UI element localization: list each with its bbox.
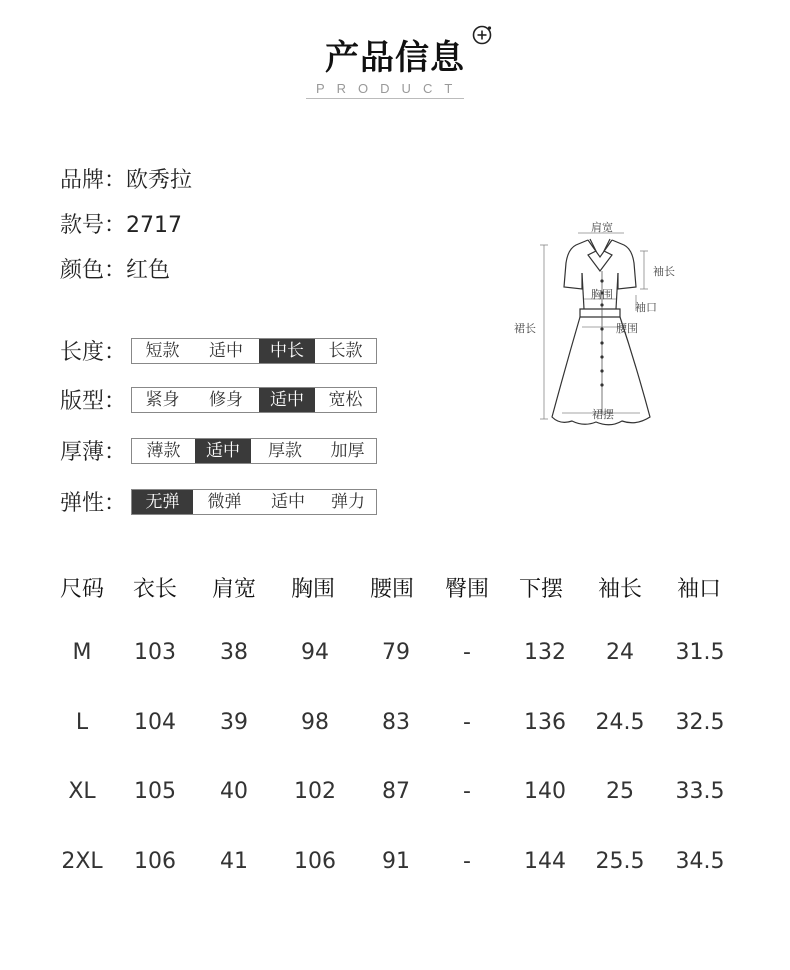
table-cell: 106 — [294, 849, 336, 874]
option-scale — [131, 338, 377, 364]
table-cell: 94 — [301, 640, 329, 665]
table-cell: 91 — [382, 849, 410, 874]
diagram-label-sleeve-length: 袖长 — [653, 265, 675, 278]
table-cell: 83 — [382, 710, 410, 735]
table-header-cell: 衣长 — [132, 577, 177, 602]
subtitle-underline — [306, 98, 464, 99]
dress-measurement-diagram — [500, 215, 690, 435]
table-cell: XL — [68, 779, 96, 804]
option-choice-selected: 中长 — [259, 339, 315, 363]
table-cell: 132 — [524, 640, 566, 665]
table-header-cell: 袖长 — [597, 577, 642, 602]
table-cell: 106 — [134, 849, 176, 874]
table-cell: 39 — [220, 710, 248, 735]
option-label: 弹性： — [60, 491, 127, 516]
diagram-label-cuff: 袖口 — [635, 301, 657, 314]
table-row — [40, 710, 760, 760]
color-label: 颜色： — [60, 258, 127, 283]
table-row — [40, 849, 760, 899]
table-cell: 87 — [382, 779, 410, 804]
option-scale — [131, 489, 377, 515]
diagram-label-waist: 腰围 — [616, 322, 638, 335]
table-cell: 34.5 — [675, 849, 725, 874]
table-header-cell: 下摆 — [518, 577, 563, 602]
diagram-label-skirt-length: 裙长 — [514, 322, 536, 335]
option-label: 版型： — [60, 389, 127, 414]
diagram-label-hem: 裙摆 — [592, 408, 614, 421]
table-cell: - — [463, 849, 471, 874]
table-header-cell: 胸围 — [290, 577, 335, 602]
option-choice: 厚款 — [268, 441, 302, 461]
option-scale — [131, 438, 377, 464]
page-title-wrap — [325, 30, 465, 79]
table-cell: 38 — [220, 640, 248, 665]
table-cell: 33.5 — [675, 779, 725, 804]
option-choice-selected: 无弹 — [132, 490, 193, 514]
page-subtitle: PRODUCT — [316, 81, 465, 96]
table-cell: 2XL — [61, 849, 103, 874]
option-choice-selected: 适中 — [195, 439, 251, 463]
diagram-label-shoulder: 肩宽 — [591, 221, 613, 234]
option-choice: 微弹 — [207, 492, 242, 512]
table-cell: 24 — [606, 640, 634, 665]
option-choice: 适中 — [271, 492, 305, 512]
option-choice: 修身 — [209, 390, 243, 410]
brand-value: 欧秀拉 — [126, 168, 193, 193]
model-row — [60, 208, 182, 239]
table-cell: 32.5 — [675, 710, 725, 735]
option-choice: 宽松 — [328, 390, 363, 410]
model-label: 款号： — [60, 213, 127, 238]
table-header-row — [40, 572, 760, 622]
table-cell: 24.5 — [595, 710, 645, 735]
table-cell: - — [463, 779, 471, 804]
table-cell: 31.5 — [675, 640, 725, 665]
page-title: 产品信息 — [325, 38, 465, 78]
color-row — [60, 253, 170, 284]
table-header-cell: 腰围 — [369, 577, 414, 602]
option-choice: 薄款 — [146, 441, 181, 461]
table-cell: 25.5 — [595, 849, 645, 874]
brand-row — [60, 163, 192, 194]
table-cell: L — [75, 710, 89, 735]
table-cell: 104 — [134, 710, 176, 735]
table-cell: 102 — [294, 779, 336, 804]
option-scale — [131, 387, 377, 413]
table-header-cell: 尺码 — [59, 577, 104, 602]
page-title-block — [0, 30, 790, 79]
table-header-cell: 肩宽 — [211, 577, 256, 602]
table-header-cell: 袖口 — [676, 577, 721, 602]
table-cell: 140 — [524, 779, 566, 804]
option-choice: 加厚 — [330, 441, 365, 461]
model-value: 2717 — [126, 213, 183, 238]
table-cell: 136 — [524, 710, 566, 735]
option-choice: 弹力 — [331, 492, 365, 512]
table-cell: M — [72, 640, 92, 665]
table-row — [40, 640, 760, 690]
table-cell: - — [463, 640, 471, 665]
option-label: 长度： — [60, 340, 127, 365]
table-cell: 98 — [301, 710, 329, 735]
table-header-cell: 臀围 — [444, 577, 489, 602]
option-choice: 短款 — [145, 341, 180, 361]
plus-circle-icon — [471, 24, 493, 46]
table-cell: 79 — [382, 640, 410, 665]
table-cell: 105 — [134, 779, 176, 804]
table-cell: 40 — [220, 779, 248, 804]
table-cell: 41 — [220, 849, 248, 874]
option-choice: 紧身 — [145, 390, 180, 410]
diagram-label-chest: 胸围 — [591, 288, 613, 301]
table-cell: - — [463, 710, 471, 735]
table-cell: 25 — [606, 779, 634, 804]
table-cell: 103 — [134, 640, 176, 665]
table-row — [40, 779, 760, 829]
option-choice: 长款 — [328, 341, 363, 361]
brand-label: 品牌： — [60, 168, 127, 193]
table-cell: 144 — [524, 849, 566, 874]
option-choice-selected: 适中 — [259, 388, 315, 412]
option-choice: 适中 — [209, 341, 243, 361]
color-value: 红色 — [126, 258, 171, 283]
option-label: 厚薄： — [60, 440, 127, 465]
